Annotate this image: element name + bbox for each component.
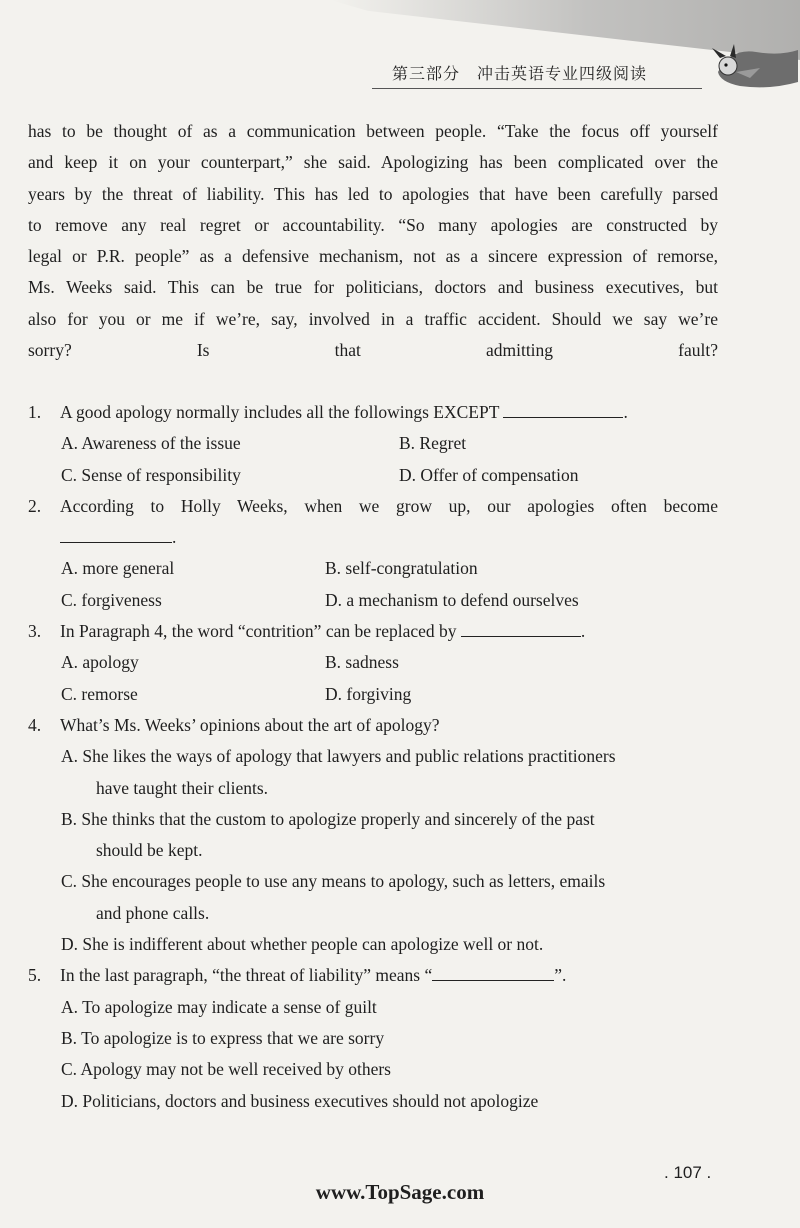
option-b[interactable]: B. self-congratulation <box>325 558 478 579</box>
passage-line: Ms. Weeks said. This can be true for politicians, doctors and business executives, but <box>28 277 718 298</box>
option-a[interactable]: A. Awareness of the issue <box>61 433 241 454</box>
section-header: 第三部分 冲击英语专业四级阅读 <box>392 64 648 83</box>
option-row <box>28 898 718 929</box>
option-c[interactable]: C. forgiveness <box>61 589 162 610</box>
option-d[interactable]: D. a mechanism to defend ourselves <box>325 589 579 610</box>
question-stem-end <box>60 522 718 553</box>
mascot-icon <box>700 42 800 90</box>
answer-blank[interactable] <box>503 397 623 418</box>
option-c[interactable]: C. remorse <box>61 683 138 704</box>
question-text: According to Holly Weeks, when we grow up, our apologies often become <box>60 495 718 516</box>
option-c[interactable]: C. She encourages people to use any means to apology, such as letters, emails <box>61 871 606 892</box>
question-2-cont <box>28 522 718 553</box>
option-c[interactable]: C. Sense of responsibility <box>61 464 241 485</box>
passage-line: years by the threat of liability. This has led to apologies that have been carefully parsed <box>28 183 718 204</box>
passage-paragraph <box>28 116 718 366</box>
option-b[interactable]: B. To apologize is to express that we are sorry <box>61 1027 385 1048</box>
answer-blank[interactable] <box>432 960 554 981</box>
question-text: A good apology normally includes all the followings EXCEPT <box>60 402 500 422</box>
website-footer: www.TopSage.com <box>315 1180 485 1204</box>
option-a[interactable]: A. She likes the ways of apology that lawyers and public relations practitioners <box>61 746 616 767</box>
question-end: . <box>623 402 628 422</box>
passage-text <box>28 116 718 366</box>
question-number: 2. <box>28 495 42 516</box>
answer-blank[interactable] <box>60 522 172 543</box>
option-row <box>28 679 718 710</box>
question-end: . <box>172 527 177 548</box>
option-row <box>28 929 718 960</box>
option-row <box>28 1023 718 1054</box>
option-d[interactable]: D. She is indifferent about whether people can apologize well or not. <box>61 934 544 955</box>
option-row <box>28 585 718 616</box>
question-number: 3. <box>28 621 42 642</box>
option-row <box>28 1086 718 1117</box>
question-text: In Paragraph 4, the word “contrition” can be replaced by <box>60 621 457 642</box>
option-row <box>28 835 718 866</box>
option-row <box>28 1054 718 1085</box>
header-rule <box>372 88 702 89</box>
option-b-cont: should be kept. <box>96 840 203 861</box>
question-stem <box>60 616 718 647</box>
page-number: . 107 . <box>664 1163 712 1182</box>
option-b[interactable]: B. sadness <box>325 652 399 673</box>
option-c[interactable]: C. Apology may not be well received by others <box>61 1059 391 1080</box>
question-2 <box>28 491 718 522</box>
option-row <box>28 647 718 678</box>
option-c-cont: and phone calls. <box>96 902 210 923</box>
option-d[interactable]: D. Politicians, doctors and business executives should not apologize <box>61 1090 539 1111</box>
question-3 <box>28 616 718 647</box>
question-number: 5. <box>28 965 42 986</box>
question-4 <box>28 710 718 741</box>
option-row <box>28 428 718 459</box>
question-number: 4. <box>28 714 42 735</box>
option-a[interactable]: A. apology <box>61 652 139 673</box>
passage-line: has to be thought of as a communication between people. “Take the focus off yourself <box>28 121 718 141</box>
question-number: 1. <box>28 402 42 422</box>
question-text: What’s Ms. Weeks’ opinions about the art of apology? <box>60 714 440 735</box>
question-list <box>28 397 718 1117</box>
option-row <box>28 992 718 1023</box>
question-1 <box>28 397 718 428</box>
option-a[interactable]: A. more general <box>61 558 175 579</box>
question-end: . <box>580 621 586 642</box>
option-b[interactable]: B. Regret <box>399 433 467 454</box>
question-end: ”. <box>554 965 567 986</box>
option-row <box>28 866 718 897</box>
question-5 <box>28 960 718 991</box>
option-row <box>28 553 718 584</box>
option-b[interactable]: B. She thinks that the custom to apologize properly and sincerely of the past <box>61 808 595 829</box>
passage-line: also for you or me if we’re, say, involved in a traffic accident. Should we say we’re <box>28 308 718 329</box>
option-row <box>28 741 718 772</box>
option-a[interactable]: A. To apologize may indicate a sense of guilt <box>61 996 377 1017</box>
option-row <box>28 804 718 835</box>
answer-blank[interactable] <box>461 616 581 637</box>
option-d[interactable]: D. forgiving <box>325 683 412 704</box>
question-stem <box>60 397 718 428</box>
option-d[interactable]: D. Offer of compensation <box>399 464 579 485</box>
passage-line: and keep it on your counterpart,” she said. Apologizing has been complicated over the <box>28 152 718 173</box>
question-stem <box>60 960 718 991</box>
passage-line: to remove any real regret or accountability. “So many apologies are constructed by <box>28 214 718 235</box>
option-a-cont: have taught their clients. <box>96 777 269 798</box>
passage-line: legal or P.R. people” as a defensive mechanism, not as a sincere expression of remorse, <box>28 246 718 267</box>
question-text: In the last paragraph, “the threat of liability” means “ <box>60 965 433 986</box>
option-row <box>28 773 718 804</box>
option-row <box>28 460 718 491</box>
passage-line: sorry? Is that admitting fault? <box>28 340 718 361</box>
